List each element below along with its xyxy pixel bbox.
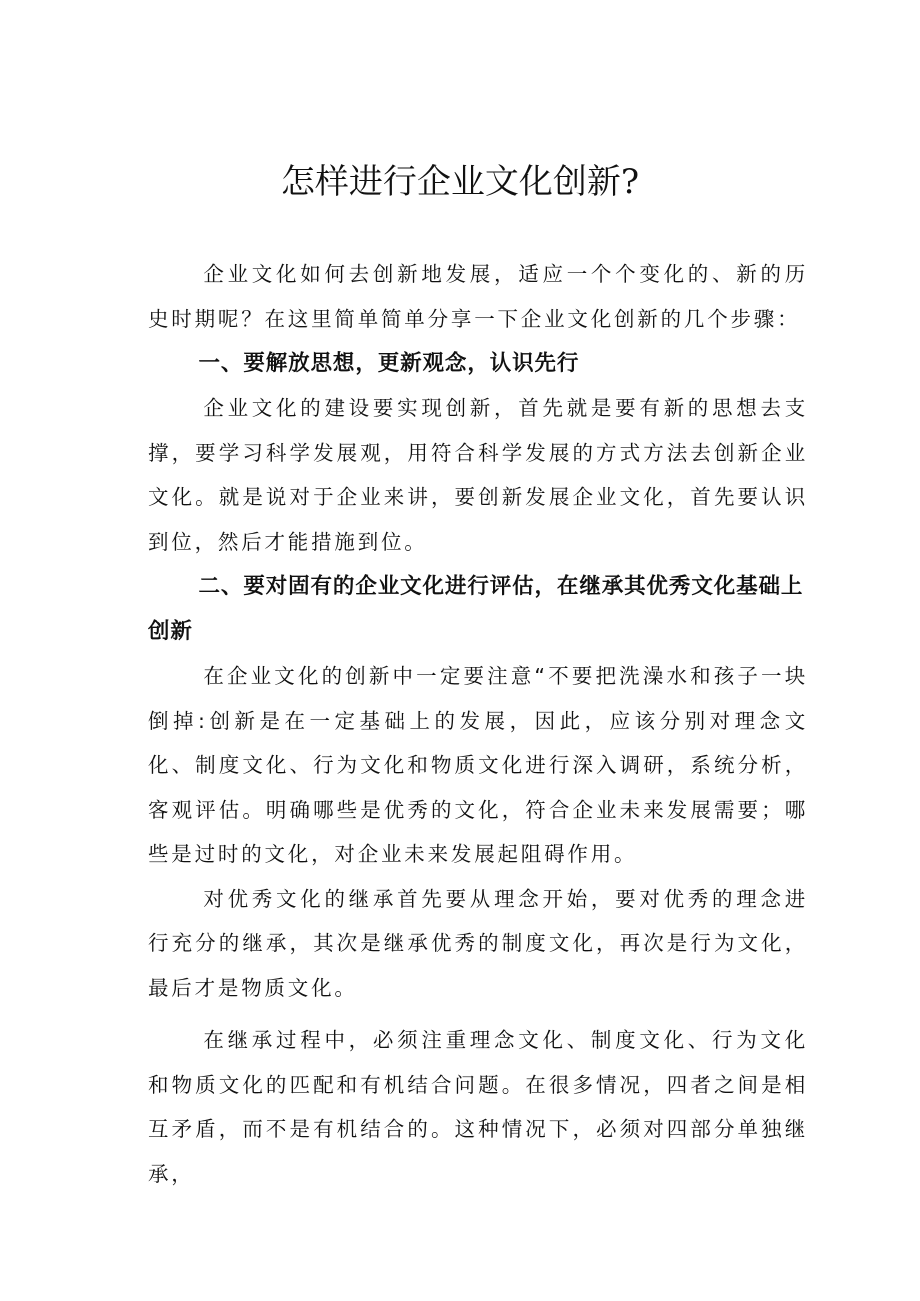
section-1-heading: 一、要解放思想，更新观念，认识先行 bbox=[198, 351, 580, 376]
intro-paragraph: 企业文化如何去创新地发展，适应一个个变化的、新的历史时期呢？在这里简单简单分享一下企业文化创新的几个步骤： bbox=[148, 262, 808, 331]
section-1-paragraph: 企业文化的建设要实现创新，首先就是要有新的思想去支撑，要学习科学发展观，用符合科学发展的方式方法去创新企业文化。就是说对于企业来讲，要创新发展企业文化，首先要认识到位，然后才能措施到位。 bbox=[148, 396, 808, 554]
section-2-paragraph-3: 在继承过程中，必须注重理念文化、制度文化、行为文化和物质文化的匹配和有机结合问题。在很多情况，四者之间是相互矛盾，而不是有机结合的。这种情况下，必须对四部分单独继承， bbox=[148, 1028, 808, 1186]
section-2-paragraph-2: 对优秀文化的继承首先要从理念开始，要对优秀的理念进行充分的继承，其次是继承优秀的制度文化，再次是行为文化，最后才是物质文化。 bbox=[148, 886, 808, 1000]
document-title: 怎样进行企业文化创新? bbox=[280, 162, 640, 202]
section-2-paragraph-1: 在企业文化的创新中一定要注意“不要把洗澡水和孩子一块倒掉:创新是在一定基础上的发展，因此，应该分别对理念文化、制度文化、行为文化和物质文化进行深入调研，系统分析，客观评估。明确哪些是优秀的文化，符合企业未来发展需要；哪些是过时的文化，对企业未来发展起阻碍作用。 bbox=[148, 664, 808, 866]
section-2-heading: 二、要对固有的企业文化进行评估，在继承其优秀文化基础上创新 bbox=[148, 574, 804, 644]
document-body bbox=[148, 252, 808, 1196]
